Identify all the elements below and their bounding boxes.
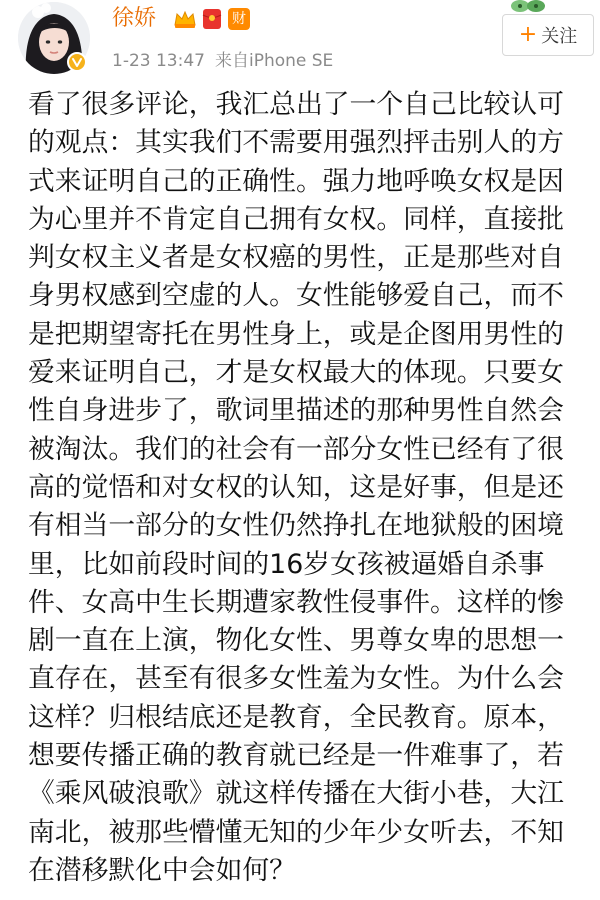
content-line: 在潜移默化中会如何？ (28, 854, 296, 886)
post-meta (112, 50, 333, 72)
content-line: 的观点：其实我们不需要用强烈抨击别人的方 (28, 127, 564, 159)
post-time: 1-23 13:47 (112, 51, 205, 71)
content-line: 这样？归根结底还是教育，全民教育。原本， (28, 701, 564, 733)
content-line: 被淘汰。我们的社会有一部分女性已经有了很 (28, 433, 564, 465)
content-line: 爱来证明自己，才是女权最大的体现。只要女 (28, 357, 564, 389)
content-line: 看了很多评论，我汇总出了一个自己比较认可 (28, 89, 564, 120)
post-source[interactable]: 来自iPhone SE (214, 51, 334, 71)
content-line: 想要传播正确的教育就已经是一件难事了，若 (28, 740, 564, 772)
post-header (0, 0, 600, 90)
username[interactable]: 徐娇 (112, 6, 157, 31)
content-line: 件、女高中生长期遭家教性侵事件。这样的惨 (28, 586, 564, 618)
content-line: 为心里并不肯定自己拥有女权。同样，直接批 (28, 203, 564, 235)
content-line: 有相当一部分的女性仍然挣扎在地狱般的困境 (28, 510, 564, 542)
post-content (28, 86, 596, 890)
content-line: 判女权主义者是女权癌的男性，正是那些对自 (28, 242, 564, 274)
verified-v-icon (67, 52, 87, 72)
crown-badge-icon[interactable] (173, 9, 197, 29)
content-line: 高的觉悟和对女权的认知，这是好事，但是还 (28, 471, 564, 503)
content-line: 《乘风破浪歌》就这样传播在大街小巷，大江 (28, 778, 564, 810)
plus-icon: + (518, 22, 538, 47)
content-line: 直存在，甚至有很多女性羞为女性。为什么会 (28, 663, 564, 695)
content-line: 剧一直在上演，物化女性、男尊女卑的思想一 (28, 625, 564, 657)
content-line: 里，比如前段时间的16岁女孩被逼婚自杀事 (28, 548, 545, 580)
wealth-badge-icon[interactable]: 财 (228, 8, 250, 30)
content-line: 性自身进步了，歌词里描述的那种男性自然会 (28, 395, 564, 427)
red-packet-icon[interactable] (202, 8, 222, 30)
follow-label: 关注 (541, 26, 578, 47)
content-line: 是把期望寄托在男性身上，或是企图用男性的 (28, 318, 564, 350)
content-line: 身男权感到空虚的人。女性能够爱自己，而不 (28, 280, 564, 312)
follow-button[interactable] (502, 14, 594, 56)
content-line: 式来证明自己的正确性。强力地呼唤女权是因 (28, 165, 564, 197)
content-line: 南北，被那些懵懂无知的少年少女听去，不知 (28, 816, 564, 848)
